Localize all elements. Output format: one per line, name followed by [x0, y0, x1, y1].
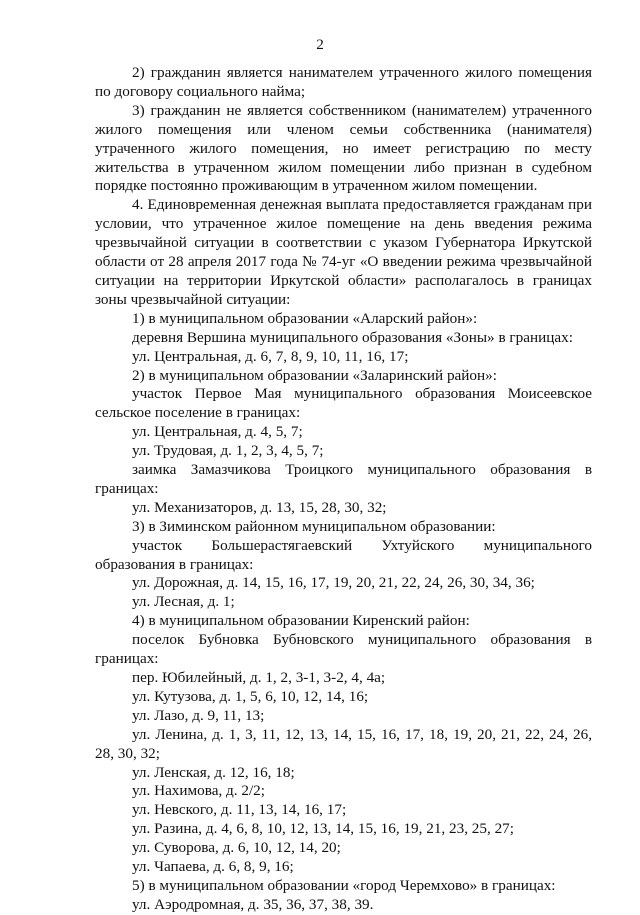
paragraph: ул. Разина, д. 4, 6, 8, 10, 12, 13, 14, 15, 16, 19, 21, 23, 25, 27;	[132, 820, 514, 838]
paragraph: 3) в Зиминском районном муниципальном образовании:	[132, 517, 496, 535]
paragraph: поселок Бубновка Бубновского муниципального образования в границах:	[95, 631, 592, 668]
paragraph: 4. Единовременная денежная выплата предоставляется гражданам при условии, что утраченное жилое помещение на день введения режима чрезвычайной ситуации в соответствии с указом Губернатора Иркутской области от 28 апреля 2017 года № 74-уг «О введении режима чрезвычайной ситуации на территории Иркутской области» располагалось в границах зоны чрезвычайной ситуации:	[95, 196, 592, 308]
paragraph: ул. Трудовая, д. 1, 2, 3, 4, 5, 7;	[132, 442, 324, 460]
paragraph: участок Первое Мая муниципального образования Моисеевское сельское поселение в границах:	[95, 385, 592, 422]
paragraph: участок Большерастягаевский Ухтуйского муниципального образования в границах:	[95, 536, 592, 573]
paragraph: ул. Механизаторов, д. 13, 15, 28, 30, 32;	[132, 498, 387, 516]
paragraph: деревня Вершина муниципального образования «Зоны» в границах:	[132, 328, 573, 346]
paragraph: ул. Лесная, д. 1;	[132, 593, 235, 611]
paragraph: ул. Аэродромная, д. 35, 36, 37, 38, 39.	[132, 895, 374, 913]
document-body	[95, 64, 592, 915]
paragraph: ул. Центральная, д. 4, 5, 7;	[132, 423, 303, 441]
paragraph: заимка Замазчикова Троицкого муниципального образования в границах:	[95, 461, 592, 497]
paragraph: ул. Ленская, д. 12, 16, 18;	[132, 763, 295, 781]
paragraph: 4) в муниципальном образовании Киренский район:	[132, 612, 470, 630]
paragraph: ул. Невского, д. 11, 13, 14, 16, 17;	[132, 801, 347, 819]
paragraph: ул. Центральная, д. 6, 7, 8, 9, 10, 11, 16, 17;	[132, 347, 409, 365]
paragraph: ул. Суворова, д. 6, 10, 12, 14, 20;	[132, 839, 341, 857]
paragraph: ул. Ленина, д. 1, 3, 11, 12, 13, 14, 15, 16, 17, 18, 19, 20, 21, 22, 24, 26, 28, 30, 32;	[95, 725, 592, 762]
paragraph: ул. Дорожная, д. 14, 15, 16, 17, 19, 20, 21, 22, 24, 26, 30, 34, 36;	[132, 574, 535, 592]
paragraph: ул. Чапаева, д. 6, 8, 9, 16;	[132, 858, 294, 876]
paragraph: 2) гражданин является нанимателем утраченного жилого помещения по договору социального найма;	[95, 64, 592, 100]
paragraph: 3) гражданин не является собственником (нанимателем) утраченного жилого помещения или членом семьи собственника (нанимателя) утраченного жилого помещения, но имеет регистрацию по месту жительства в утраченном жилом помещении либо признан в судебном порядке постоянно проживающим в утраченном жилом помещении.	[95, 101, 592, 195]
paragraph: пер. Юбилейный, д. 1, 2, 3-1, 3-2, 4, 4а;	[132, 669, 386, 686]
paragraph: 5) в муниципальном образовании «город Черемхово» в границах:	[132, 876, 556, 894]
paragraph: ул. Нахимова, д. 2/2;	[132, 782, 265, 800]
paragraph: ул. Кутузова, д. 1, 5, 6, 10, 12, 14, 16;	[132, 687, 369, 705]
paragraph: ул. Лазо, д. 9, 11, 13;	[132, 706, 265, 724]
page-number: 2	[316, 36, 324, 53]
paragraph: 2) в муниципальном образовании «Заларинский район»:	[132, 366, 497, 384]
paragraph: 1) в муниципальном образовании «Аларский район»:	[132, 309, 478, 327]
